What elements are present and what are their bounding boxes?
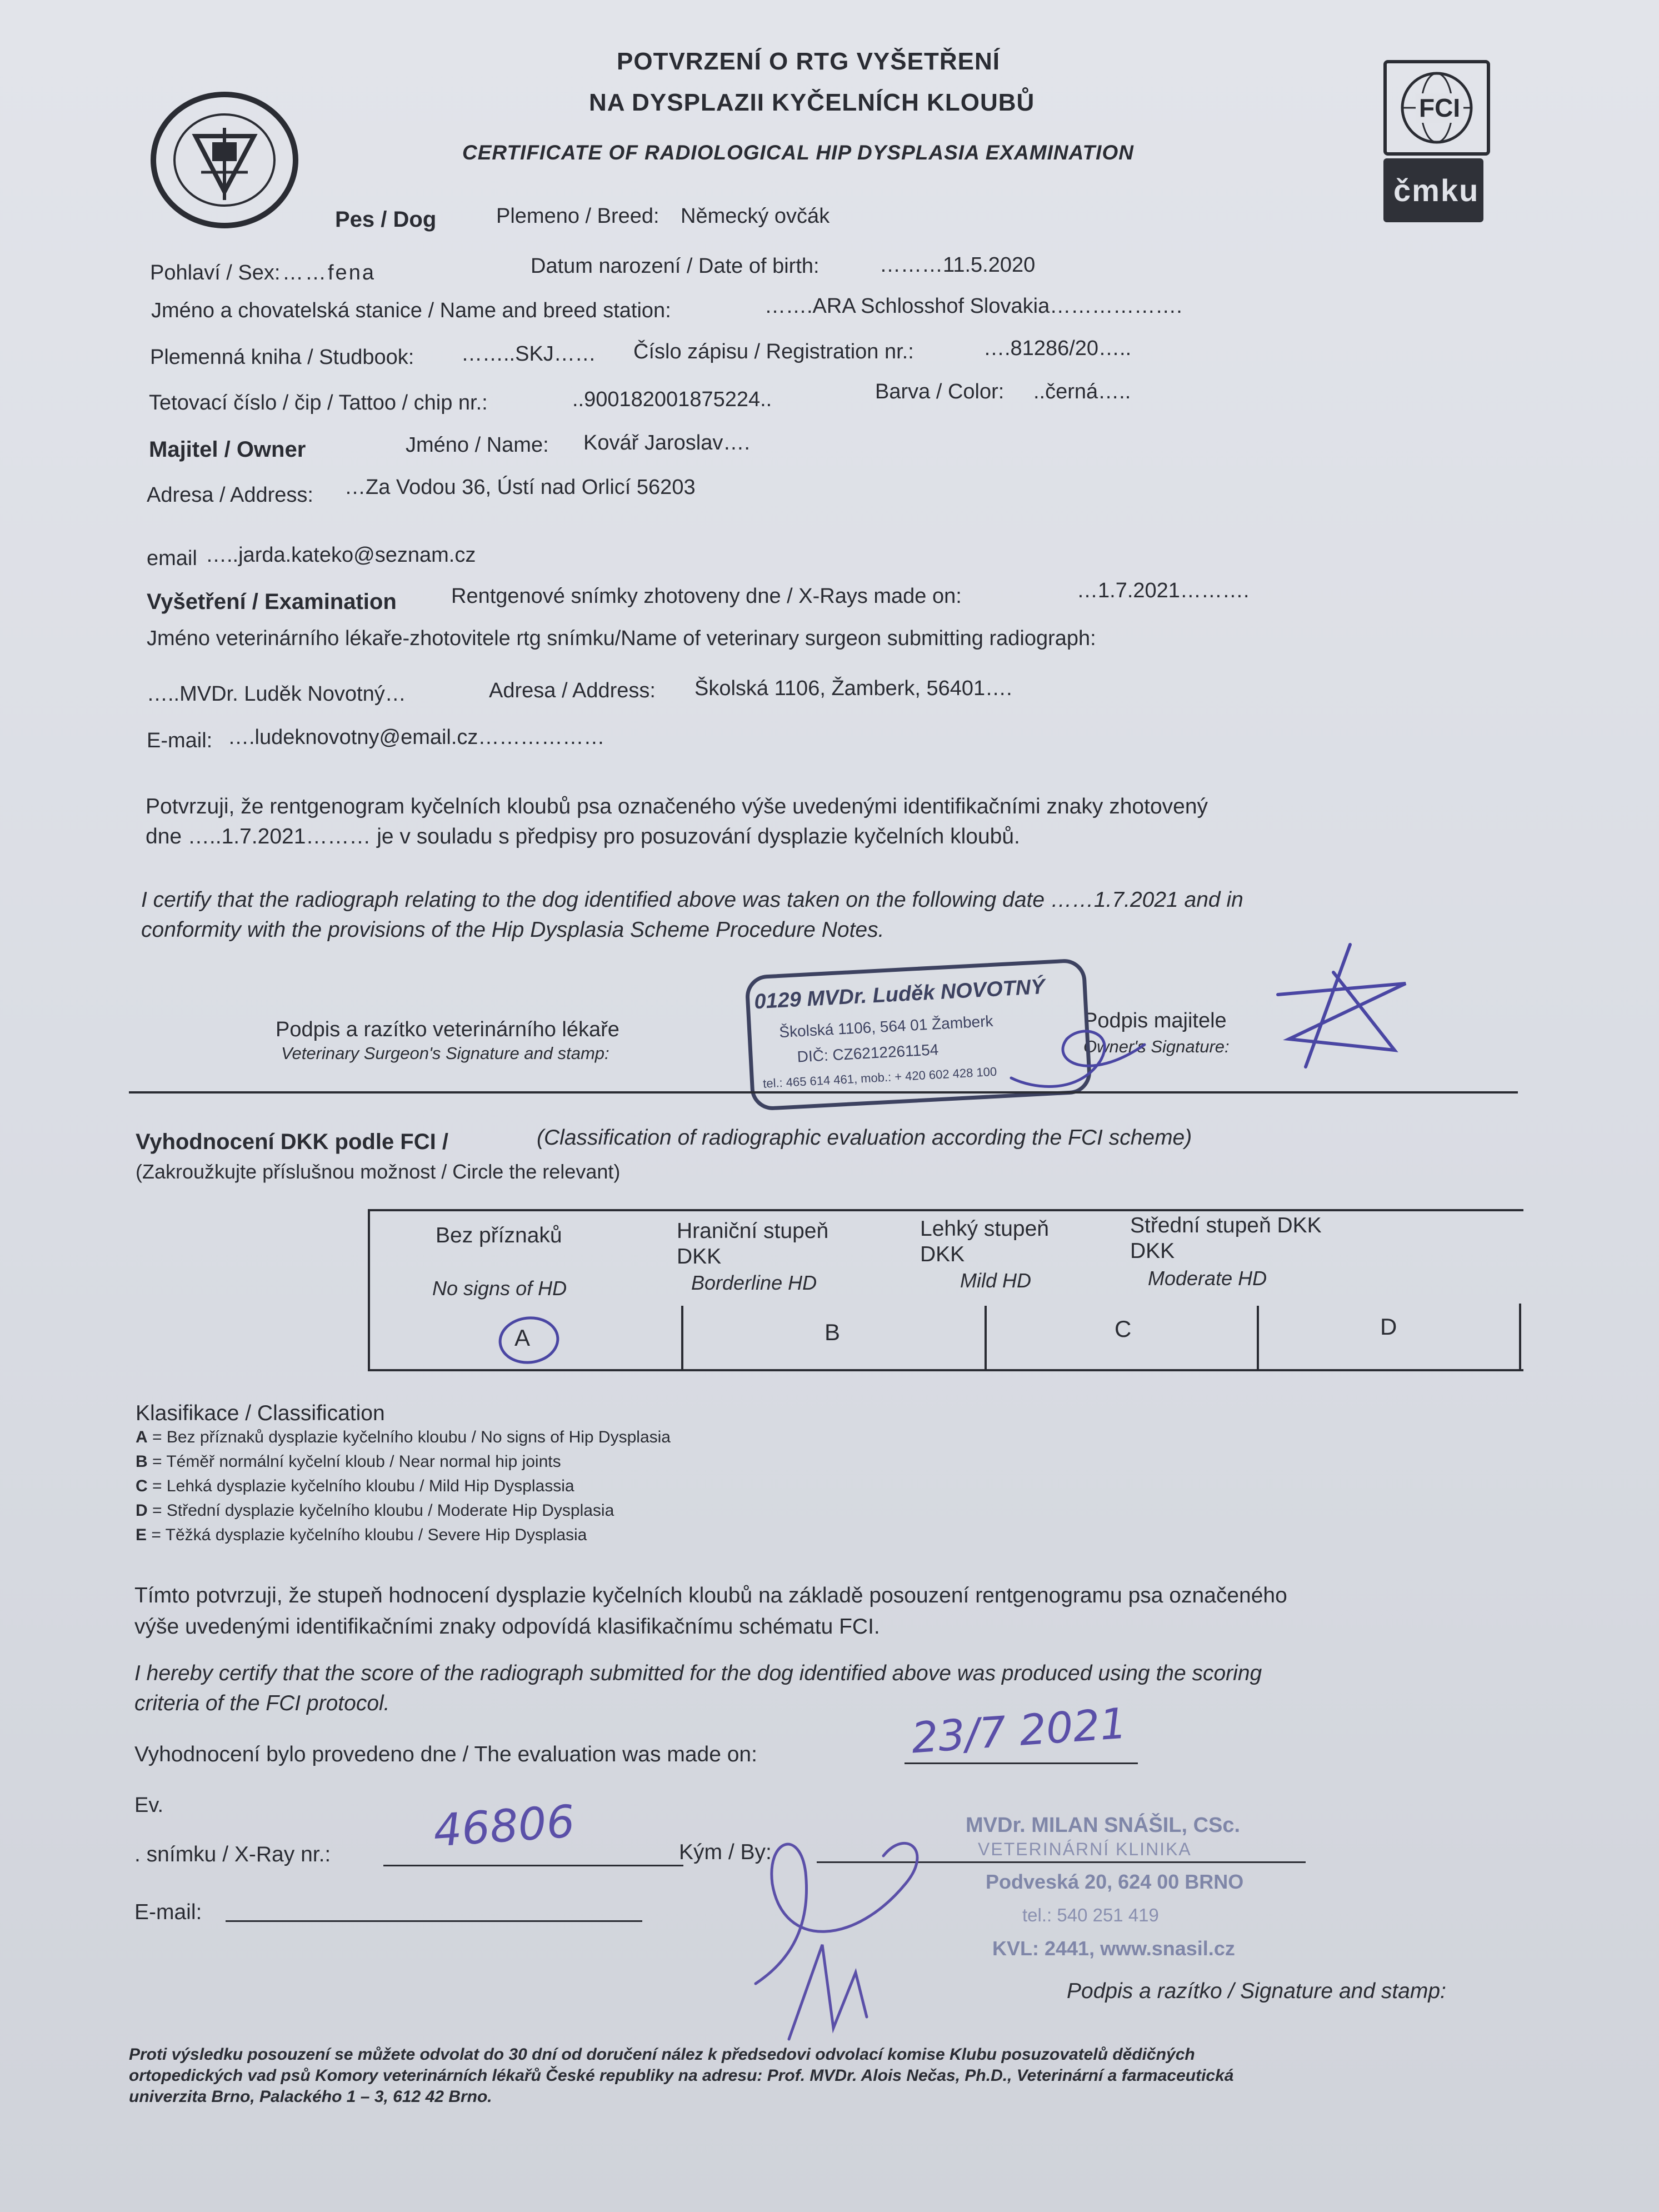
class-key: C	[136, 1477, 148, 1495]
footer-line2: ortopedických vad psů Komory veterinárních lékařů České republiky na adresu: Prof. MVDr. Alois Nečas, Ph.D., Veterinární a farmaceutická	[129, 2066, 1234, 2085]
clinic-stamp-line2: VETERINÁRNÍ KLINIKA	[978, 1839, 1192, 1859]
class-key: E	[136, 1526, 147, 1544]
cmku-logo-text: čmku	[1393, 173, 1480, 208]
fci-logo-text: FCI	[1416, 93, 1463, 123]
xray-date-label: Rentgenové snímky zhotoveny dne / X-Rays made on:	[451, 585, 962, 608]
class-item-d	[136, 1501, 614, 1521]
studbook-label: Plemenná kniha / Studbook:	[150, 346, 414, 369]
owner-address-label: Adresa / Address:	[147, 483, 313, 507]
xray-date-value: …1.7.2021……….	[1077, 579, 1250, 602]
vet-email-value: ….ludeknovotny@email.cz………………	[228, 726, 605, 749]
email-label: E-mail:	[134, 1900, 202, 1924]
class-key: A	[136, 1428, 148, 1446]
section-divider	[129, 1091, 1518, 1093]
classification-heading-text: Klasifikace / Classification	[136, 1401, 385, 1425]
certify-en-line1: I hereby certify that the score of the radiograph submitted for the dog identified above was produced using the scoring	[134, 1661, 1262, 1685]
evaluator-signature-scribble	[722, 1806, 978, 2050]
vet-address-label: Adresa / Address:	[489, 679, 656, 702]
certify-en-line2: criteria of the FCI protocol.	[134, 1691, 390, 1715]
col-b-letter[interactable]: B	[824, 1319, 841, 1345]
vet-stamp-line2: Školská 1106, 564 01 Žamberk	[778, 1012, 994, 1041]
col-d-en: Moderate HD	[1148, 1267, 1267, 1290]
eval-table-top	[368, 1209, 1523, 1211]
eval-table-div2	[985, 1306, 987, 1371]
title-cz-line1: POTVRZENÍ O RTG VYŠETŘENÍ	[617, 48, 1000, 75]
class-item-c	[136, 1477, 574, 1496]
owner-signature-label-en: Owner's Signature:	[1083, 1037, 1230, 1056]
signature-stamp-label: Podpis a razítko / Signature and stamp:	[1067, 1979, 1446, 2003]
vet-name-value: …..MVDr. Luděk Novotný…	[147, 682, 406, 706]
breed-station-label: Jméno a chovatelská stanice / Name and breed station:	[151, 299, 671, 322]
chip-value: ..900182001875224..	[572, 388, 772, 411]
owner-signature-scribble	[1267, 933, 1422, 1078]
dob-value: ………11.5.2020	[880, 253, 1036, 277]
clinic-stamp-line3: Podveská 20, 624 00 BRNO	[986, 1870, 1244, 1893]
class-item-e	[136, 1526, 587, 1545]
vet-stamp-line4: tel.: 465 614 461, mob.: + 420 602 428 100	[762, 1064, 997, 1091]
xray-nr-value[interactable]: 46806	[432, 1795, 577, 1857]
cmku-logo	[1383, 158, 1483, 222]
dog-section-label: Pes / Dog	[335, 207, 437, 232]
col-d-cz1: Střední stupeň DKK	[1130, 1214, 1322, 1237]
eval-table-right	[1519, 1304, 1521, 1371]
color-label: Barva / Color:	[875, 380, 1005, 403]
class-text: = Těžká dysplazie kyčelního kloubu / Severe Hip Dysplasia	[147, 1526, 587, 1544]
class-item-b	[136, 1452, 561, 1472]
owner-signature-label-cz: Podpis majitele	[1083, 1009, 1227, 1032]
classification-heading	[136, 1401, 385, 1426]
eval-date-line	[905, 1762, 1138, 1764]
vet-email-label: E-mail:	[147, 729, 213, 752]
owner-email-value: …..jarda.kateko@seznam.cz	[206, 543, 476, 567]
owner-name-label: Jméno / Name:	[406, 433, 549, 457]
studbook-value: ……..SKJ……	[461, 342, 596, 366]
col-c-letter[interactable]: C	[1115, 1316, 1132, 1342]
class-item-a	[136, 1428, 671, 1447]
vet-stamp-line3: DIČ: CZ6212261154	[796, 1041, 940, 1066]
sex-label: Pohlaví / Sex:	[150, 261, 281, 284]
registration-value: ….81286/20…..	[983, 337, 1132, 360]
color-value: ..černá…..	[1033, 380, 1131, 403]
class-text: = Lehká dysplazie kyčelního kloubu / Mild Hip Dysplassia	[147, 1477, 574, 1495]
by-label: Kým / By:	[679, 1840, 772, 1864]
evaluation-heading-bold: Vyhodnocení DKK podle FCI /	[136, 1130, 448, 1154]
class-key: B	[136, 1452, 148, 1471]
dob-label: Datum narození / Date of birth:	[531, 254, 819, 278]
footer-line1: Proti výsledku posouzení se můžete odvolat do 30 dní od doručení nález k předsedovi odvolací komise Klubu posuzovatelů dědičných	[129, 2045, 1195, 2064]
chip-label: Tetovací číslo / čip / Tattoo / chip nr.:	[149, 391, 488, 415]
clinic-stamp-line5: KVL: 2441, www.snasil.cz	[992, 1937, 1235, 1960]
ev-label: Ev.	[134, 1794, 164, 1817]
xray-nr-line	[383, 1865, 683, 1866]
club-seal-logo	[146, 89, 304, 231]
col-a-cz: Bez příznaků	[436, 1224, 562, 1247]
class-key: D	[136, 1501, 148, 1520]
class-text: = Téměř normální kyčelní kloub / Near normal hip joints	[147, 1452, 561, 1471]
registration-label: Číslo zápisu / Registration nr.:	[633, 340, 914, 363]
breed-station-value: …….ARA Schlosshof Slovakia……………….	[764, 294, 1182, 318]
eval-table-bottom	[368, 1369, 1523, 1371]
eval-table-div1	[681, 1306, 683, 1371]
certify-cz-line2: výše uvedenými identifikačními znaky odpovídá klasifikačnímu schématu FCI.	[134, 1615, 880, 1639]
confirm-cz-line2: dne …..1.7.2021……… je v souladu s předpisy pro posuzování dysplazie kyčelních kloubů.	[146, 825, 1020, 848]
certify-cz-line1: Tímto potvrzuji, že stupeň hodnocení dysplazie kyčelních kloubů na základě posouzení rentgenogramu psa označeného	[134, 1584, 1287, 1607]
owner-email-label: email	[147, 547, 197, 570]
breed-label: Plemeno / Breed:	[496, 204, 659, 228]
confirm-en-line2: conformity with the provisions of the Hip Dysplasia Scheme Procedure Notes.	[141, 918, 885, 942]
vet-signature-label-en: Veterinary Surgeon's Signature and stamp:	[281, 1043, 609, 1063]
title-cz-line2: NA DYSPLAZII KYČELNÍCH KLOUBŮ	[589, 89, 1035, 116]
evaluation-heading-rest: (Classification of radiographic evaluation according the FCI scheme)	[537, 1126, 1192, 1150]
col-d-letter[interactable]: D	[1380, 1314, 1397, 1340]
confirm-cz-line1: Potvrzuji, že rentgenogram kyčelních kloubů psa označeného výše uvedenými identifikačními znaky zhotovený	[146, 795, 1208, 818]
col-a-letter[interactable]: A	[514, 1325, 531, 1351]
class-text: = Střední dysplazie kyčelního kloubu / Moderate Hip Dysplasia	[147, 1501, 614, 1520]
class-text: = Bez příznaků dysplazie kyčelního kloubu / No signs of Hip Dysplasia	[147, 1428, 671, 1446]
col-c-cz1: Lehký stupeň	[920, 1217, 1050, 1241]
owner-name-value: Kovář Jaroslav….	[583, 431, 750, 455]
eval-table-left	[368, 1209, 370, 1371]
col-a-en: No signs of HD	[432, 1277, 567, 1300]
owner-section-label: Majitel / Owner	[149, 437, 306, 462]
circled-grade-mark	[494, 1312, 567, 1368]
fci-logo	[1383, 60, 1490, 156]
clinic-stamp-line1: MVDr. MILAN SNÁŠIL, CSc.	[966, 1814, 1241, 1837]
xray-nr-label: . snímku / X-Ray nr.:	[134, 1842, 331, 1866]
vet-stamp-line1: 0129 MVDr. Luděk NOVOTNÝ	[753, 975, 1046, 1014]
email-line	[226, 1920, 642, 1922]
eval-date-value[interactable]: 23/7 2021	[910, 1698, 1128, 1763]
col-d-cz2: DKK	[1130, 1239, 1175, 1263]
vet-signature-label-cz: Podpis a razítko veterinárního lékaře	[276, 1018, 619, 1041]
owner-address-value: …Za Vodou 36, Ústí nad Orlicí 56203	[344, 476, 696, 499]
vet-address-value: Školská 1106, Žamberk, 56401….	[694, 677, 1012, 700]
col-c-en: Mild HD	[960, 1269, 1032, 1292]
col-b-cz2: DKK	[677, 1245, 722, 1269]
title-en: CERTIFICATE OF RADIOLOGICAL HIP DYSPLASIA EXAMINATION	[462, 141, 1134, 164]
exam-section-label: Vyšetření / Examination	[147, 590, 397, 614]
confirm-en-line1: I certify that the radiograph relating to the dog identified above was taken on the following date ……1.7.2021 and in	[141, 888, 1243, 912]
eval-date-label: Vyhodnocení bylo provedeno dne / The evaluation was made on:	[134, 1742, 757, 1766]
col-b-cz1: Hraniční stupeň	[677, 1219, 829, 1243]
eval-table-div3	[1257, 1306, 1259, 1371]
col-b-en: Borderline HD	[691, 1271, 817, 1294]
vet-name-label: Jméno veterinárního lékaře-zhotovitele rtg snímku/Name of veterinary surgeon submitting radiograph:	[147, 627, 1096, 650]
col-c-cz2: DKK	[920, 1242, 965, 1266]
clinic-stamp-line4: tel.: 540 251 419	[1022, 1905, 1159, 1925]
breed-value: Německý ovčák	[681, 204, 830, 228]
footer-line3: univerzita Brno, Palackého 1 – 3, 612 42 Brno.	[129, 2088, 492, 2106]
sex-value: ……fena	[282, 261, 376, 284]
vet-signature-scribble	[1000, 978, 1167, 1106]
evaluation-subheading: (Zakroužkujte příslušnou možnost / Circle the relevant)	[136, 1160, 621, 1183]
